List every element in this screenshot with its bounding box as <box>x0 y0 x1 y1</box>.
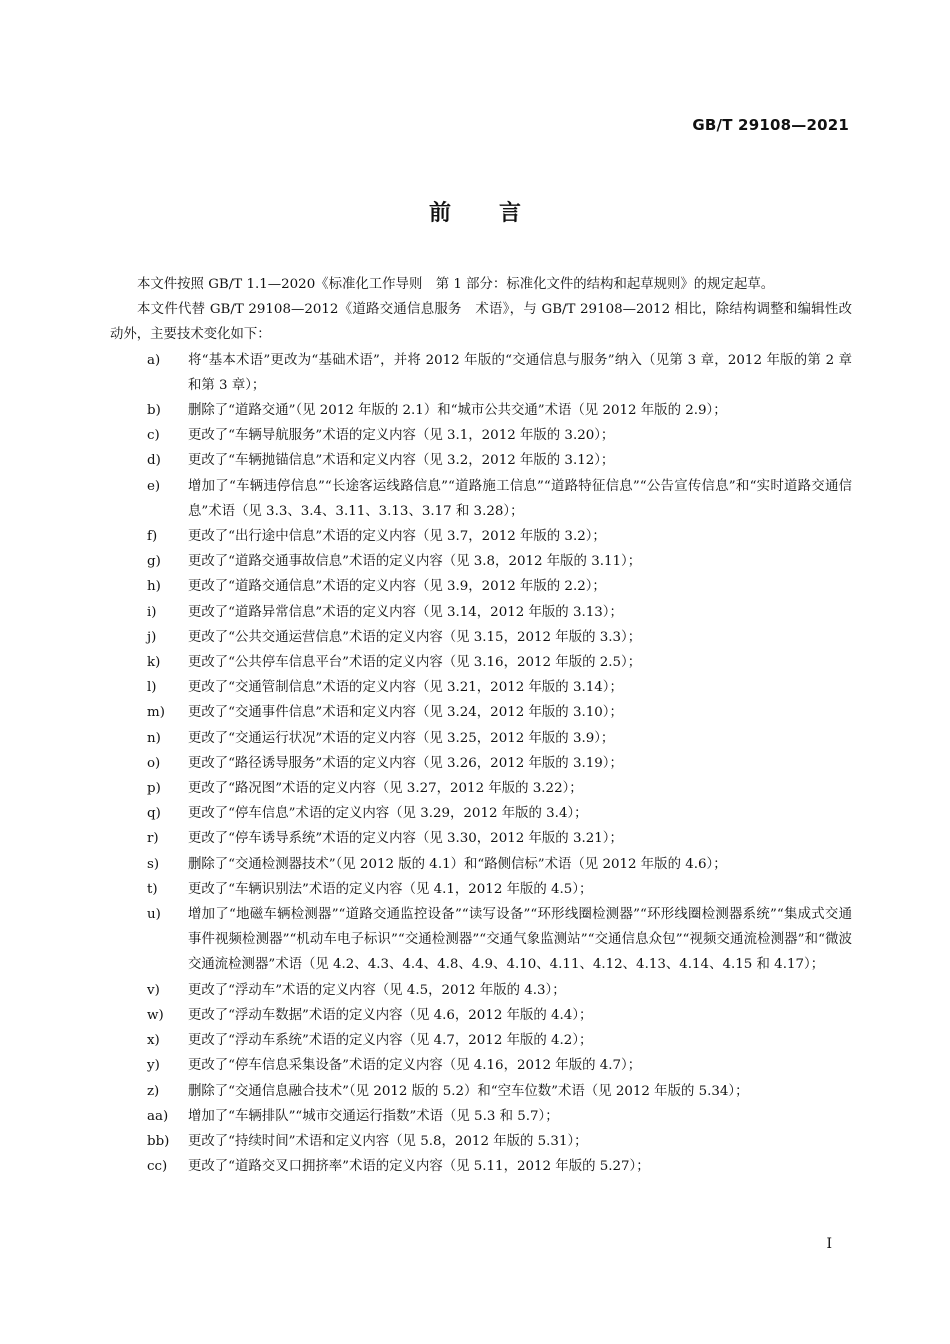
list-item-text: 更改了“公共交通运营信息”术语的定义内容（见 3.15，2012 年版的 3.3）； <box>188 629 642 645</box>
list-item-label: g) <box>147 554 161 570</box>
list-item <box>110 650 852 675</box>
list-item-label: q) <box>147 806 161 822</box>
list-item-text: 删除了“交通信息融合技术”（见 2012 版的 5.2）和“空车位数”术语（见 2012 年版的 5.34）； <box>188 1083 749 1099</box>
list-item-text: 更改了“路径诱导服务”术语的定义内容（见 3.26，2012 年版的 3.19）； <box>188 755 623 771</box>
list-item-text: 更改了“道路交通事故信息”术语的定义内容（见 3.8，2012 年版的 3.11）； <box>188 554 642 570</box>
list-item-text: 更改了“道路交叉口拥挤率”术语的定义内容（见 5.11，2012 年版的 5.27）； <box>188 1159 650 1175</box>
list-item <box>110 852 852 877</box>
list-item-label: l) <box>147 680 157 696</box>
list-item-text: 更改了“浮动车系统”术语的定义内容（见 4.7，2012 年版的 4.2）； <box>188 1033 593 1049</box>
list-item-text: 更改了“停车信息”术语的定义内容（见 3.29，2012 年版的 3.4）； <box>188 806 588 822</box>
list-item <box>110 348 852 398</box>
page-number: I <box>826 1236 832 1252</box>
list-item <box>110 801 852 826</box>
list-item <box>110 625 852 650</box>
list-item-label: o) <box>147 755 161 771</box>
list-item-label: n) <box>147 730 161 746</box>
list-item-label: r) <box>147 831 159 847</box>
foreword-body <box>110 272 852 1179</box>
list-item-text: 增加了“车辆违停信息”“长途客运线路信息”“道路施工信息”“道路特征信息”“公告宣传信息”和“实时道路交通信息”术语（见 3.3、3.4、3.11、3.13、3.17 和 3.28）； <box>188 478 852 519</box>
list-item <box>110 448 852 473</box>
list-item <box>110 776 852 801</box>
list-item-label: y) <box>147 1058 160 1074</box>
list-item-label: v) <box>147 982 160 998</box>
list-item <box>110 423 852 448</box>
list-item-label: w) <box>147 1007 164 1023</box>
list-item-label: i) <box>147 604 157 620</box>
list-item-text: 更改了“车辆抛锚信息”术语和定义内容（见 3.2，2012 年版的 3.12）； <box>188 453 615 469</box>
list-item-label: k) <box>147 655 161 671</box>
list-item-text: 更改了“浮动车”术语的定义内容（见 4.5，2012 年版的 4.3）； <box>188 982 566 998</box>
list-item <box>110 700 852 725</box>
list-item-label: c) <box>147 428 160 444</box>
list-item-text: 更改了“路况图”术语的定义内容（见 3.27，2012 年版的 3.22）； <box>188 781 583 797</box>
list-item <box>110 574 852 599</box>
list-item-label: j) <box>147 629 157 645</box>
list-item <box>110 726 852 751</box>
list-item-text: 更改了“公共停车信息平台”术语的定义内容（见 3.16，2012 年版的 2.5）； <box>188 655 642 671</box>
list-item <box>110 524 852 549</box>
list-item <box>110 978 852 1003</box>
list-item <box>110 902 852 978</box>
list-item-label: z) <box>147 1083 160 1099</box>
list-item <box>110 877 852 902</box>
list-item-label: u) <box>147 907 161 923</box>
list-item-label: cc) <box>147 1159 168 1175</box>
list-item-label: e) <box>147 478 161 494</box>
list-item-label: t) <box>147 881 158 897</box>
list-item-label: m) <box>147 705 165 721</box>
list-item <box>110 600 852 625</box>
list-item <box>110 1003 852 1028</box>
list-item <box>110 1104 852 1129</box>
list-item-label: s) <box>147 856 160 872</box>
intro-paragraph: 本文件按照 GB/T 1.1—2020《标准化工作导则 第 1 部分：标准化文件的结构和起草规则》的规定起草。 <box>137 277 775 292</box>
list-item-text: 更改了“道路交通信息”术语的定义内容（见 3.9，2012 年版的 2.2）； <box>188 579 606 595</box>
list-item-text: 更改了“交通事件信息”术语和定义内容（见 3.24，2012 年版的 3.10）； <box>188 705 623 721</box>
list-item-label: p) <box>147 781 161 797</box>
list-item-label: f) <box>147 529 158 545</box>
list-item-text: 更改了“交通管制信息”术语的定义内容（见 3.21，2012 年版的 3.14）； <box>188 680 623 696</box>
list-item-text: 更改了“车辆识别法”术语的定义内容（见 4.1，2012 年版的 4.5）； <box>188 881 593 897</box>
list-item-label: bb) <box>147 1133 170 1149</box>
list-item-text: 更改了“浮动车数据”术语的定义内容（见 4.6，2012 年版的 4.4）； <box>188 1007 593 1023</box>
list-item <box>110 1079 852 1104</box>
list-item-label: a) <box>147 352 161 368</box>
list-item-text: 将“基本术语”更改为“基础术语”，并将 2012 年版的“交通信息与服务”纳入（见第 3 章，2012 年版的第 2 章和第 3 章）； <box>188 352 852 393</box>
list-item-text: 更改了“停车信息采集设备”术语的定义内容（见 4.16，2012 年版的 4.7）； <box>188 1058 642 1074</box>
list-item-text: 更改了“车辆导航服务”术语的定义内容（见 3.1，2012 年版的 3.20）； <box>188 428 615 444</box>
list-item <box>110 1028 852 1053</box>
list-item <box>110 398 852 423</box>
standard-code: GB/T 29108—2021 <box>692 116 849 134</box>
list-item <box>110 1053 852 1078</box>
list-item-text: 更改了“交通运行状况”术语的定义内容（见 3.25，2012 年版的 3.9）； <box>188 730 615 746</box>
list-item-text: 更改了“道路异常信息”术语的定义内容（见 3.14，2012 年版的 3.13）； <box>188 604 623 620</box>
list-item-label: aa) <box>147 1108 169 1124</box>
list-item-label: x) <box>147 1033 160 1049</box>
list-item <box>110 549 852 574</box>
page-title: 前言 <box>428 201 569 226</box>
change-list <box>110 348 852 1180</box>
list-item-label: d) <box>147 453 161 469</box>
list-item-text: 增加了“地磁车辆检测器”“道路交通监控设备”“读写设备”“环形线圈检测器”“环形线圈检测器系统”“集成式交通事件视频检测器”“机动车电子标识”“交通检测器”“交通气象监测站”“交通信息众包”“视频交通流检测器”和“微波交通流检测器”术语（见 4.2、4.3、4.4、4.8、4.9、4.10、4.11、4.12、4.13、4.14、4.15 和 4.17）； <box>188 907 852 973</box>
list-item <box>110 751 852 776</box>
list-item-label: h) <box>147 579 161 595</box>
list-item <box>110 474 852 524</box>
list-item-text: 删除了“道路交通”（见 2012 年版的 2.1）和“城市公共交通”术语（见 2012 年版的 2.9）； <box>188 403 727 419</box>
list-item <box>110 826 852 851</box>
list-item <box>110 1129 852 1154</box>
list-item-label: b) <box>147 403 161 419</box>
list-item-text: 更改了“持续时间”术语和定义内容（见 5.8，2012 年版的 5.31）； <box>188 1133 588 1149</box>
replacement-paragraph: 本文件代替 GB/T 29108—2012《道路交通信息服务 术语》，与 GB/T 29108—2012 相比，除结构调整和编辑性改动外，主要技术变化如下： <box>110 302 852 343</box>
list-item-text: 增加了“车辆排队”“城市交通运行指数”术语（见 5.3 和 5.7）； <box>188 1108 559 1124</box>
list-item-text: 更改了“出行途中信息”术语的定义内容（见 3.7，2012 年版的 3.2）； <box>188 529 606 545</box>
list-item <box>110 675 852 700</box>
list-item <box>110 1154 852 1179</box>
list-item-text: 删除了“交通检测器技术”（见 2012 版的 4.1）和“路侧信标”术语（见 2012 年版的 4.6）； <box>188 856 727 872</box>
list-item-text: 更改了“停车诱导系统”术语的定义内容（见 3.30，2012 年版的 3.21）； <box>188 831 623 847</box>
